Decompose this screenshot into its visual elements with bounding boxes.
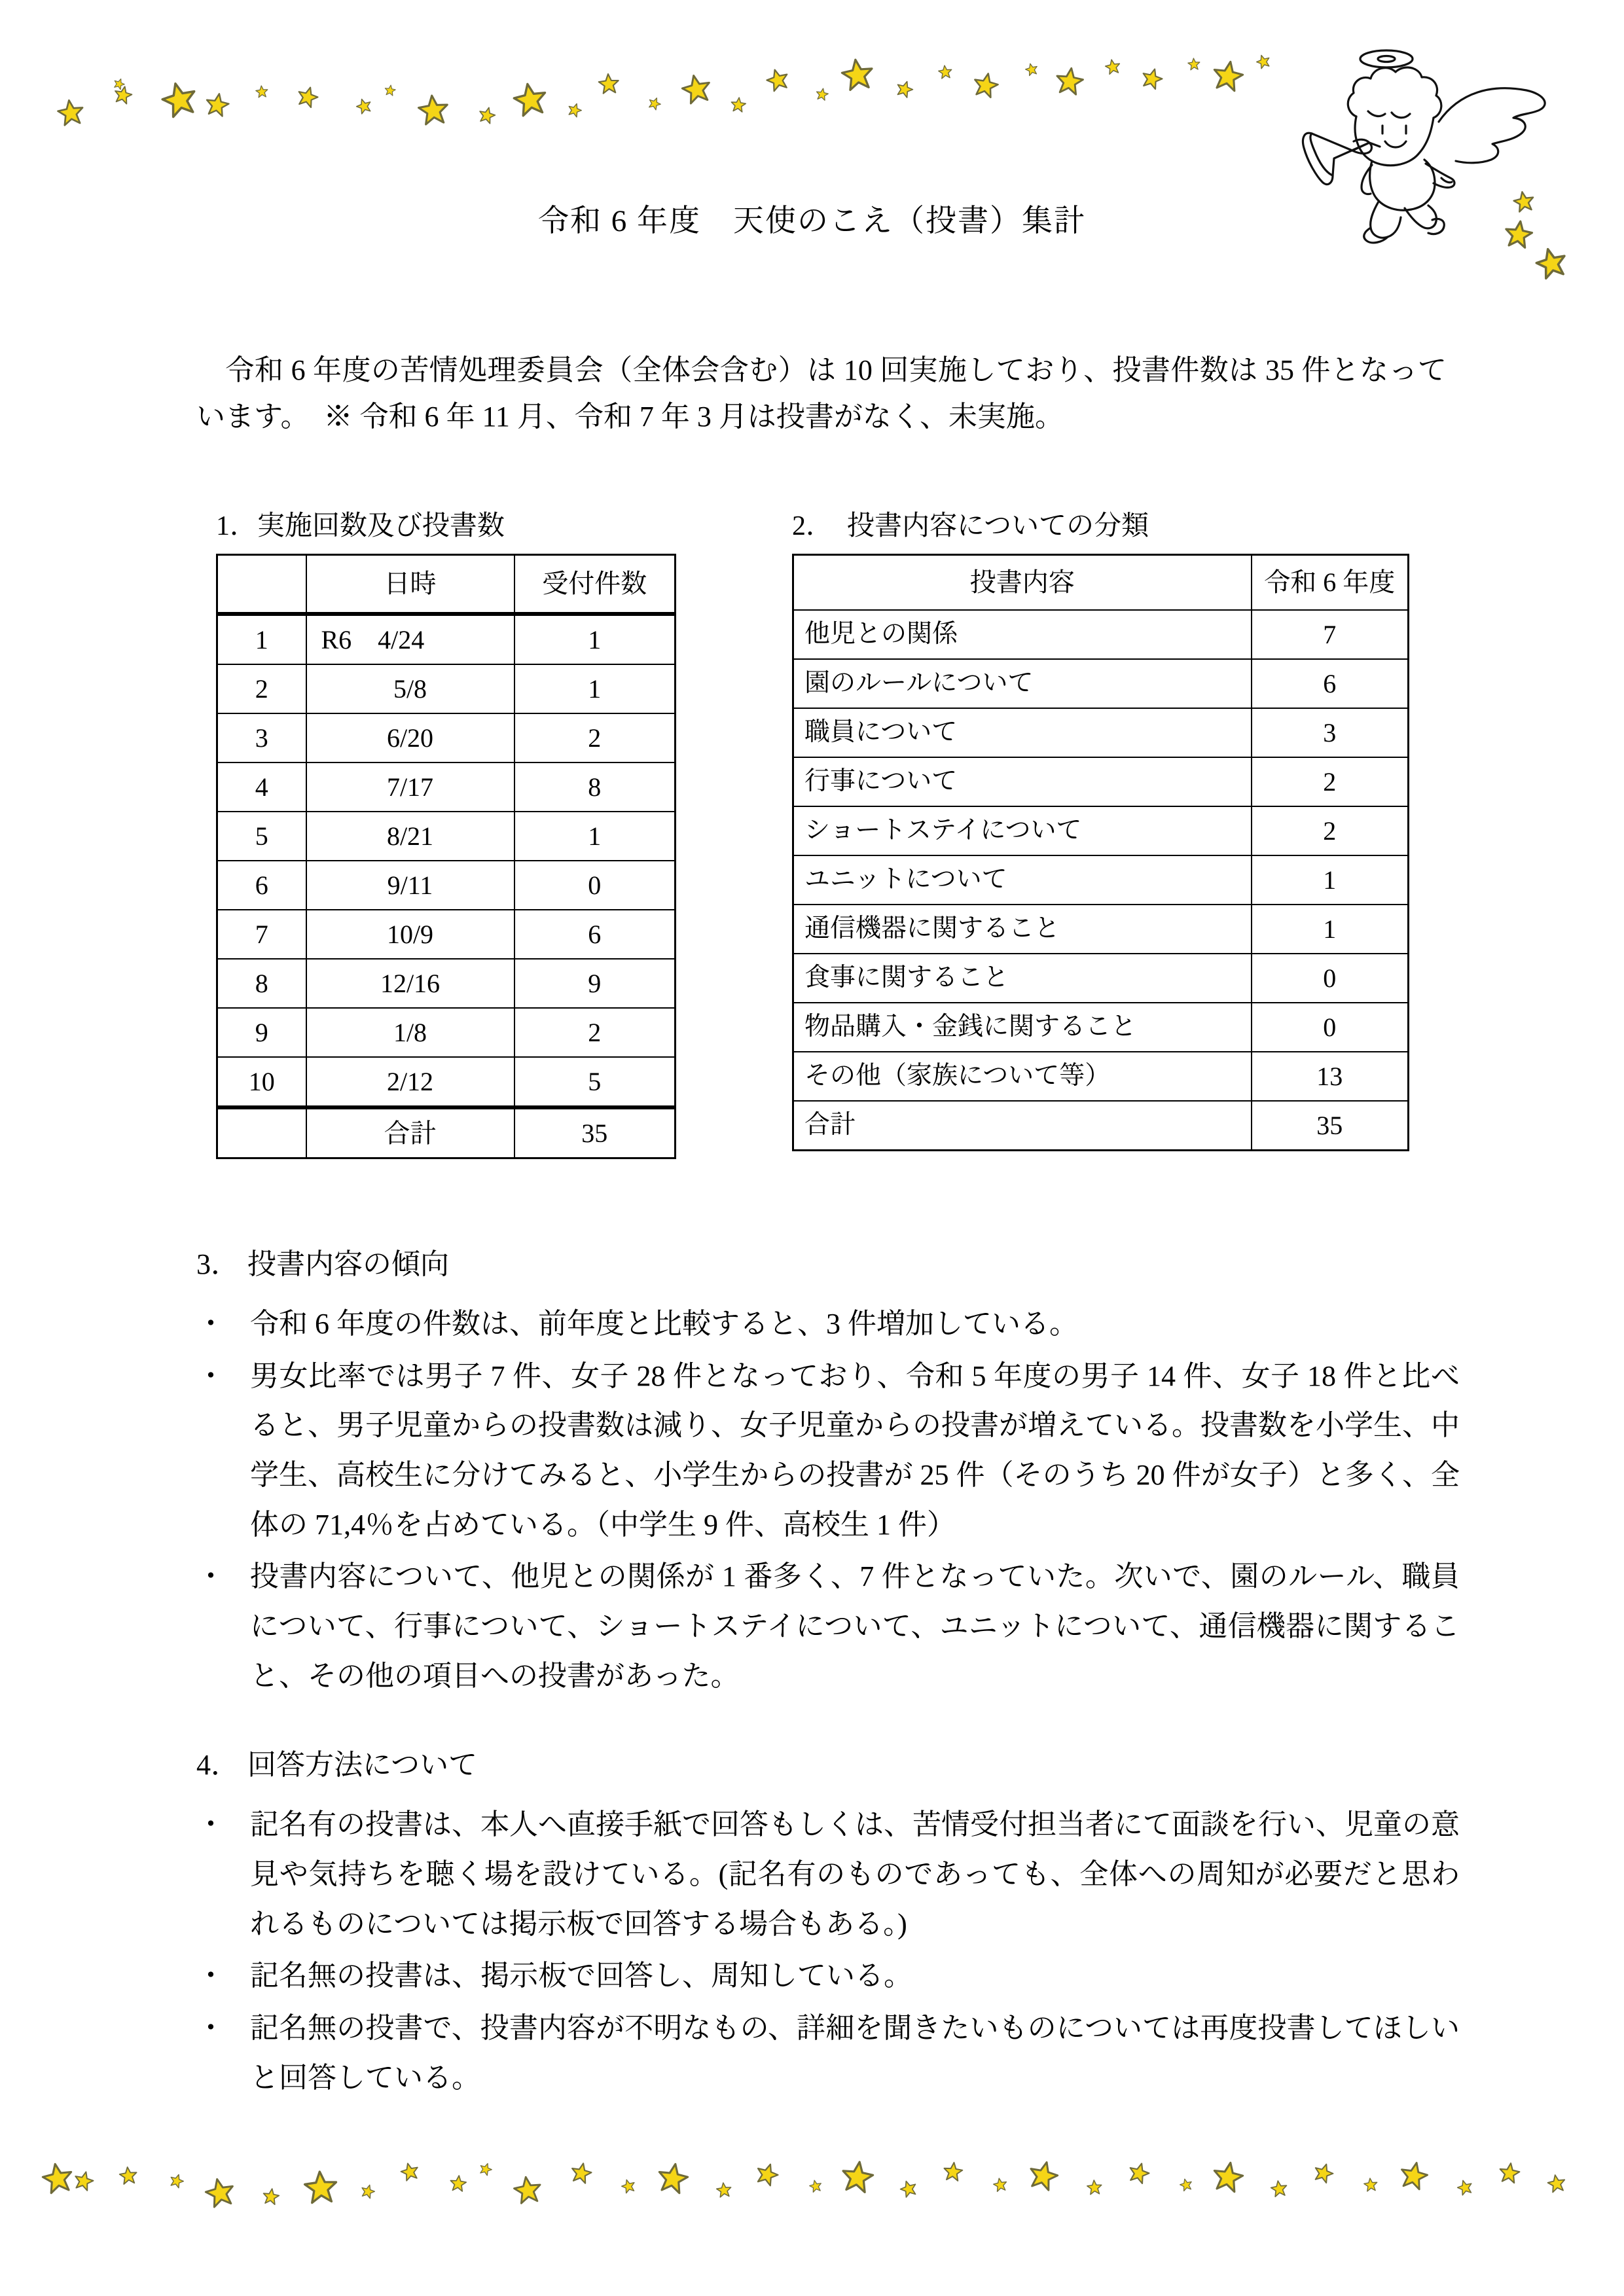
row-index: 4: [217, 762, 306, 812]
table-row: [793, 806, 1409, 855]
list-item: ・ 令和 6 年度の件数は、前年度と比較すると、3 件増加している。: [196, 1299, 1460, 1349]
table-row: [217, 713, 676, 762]
list-item: ・ 投書内容について、他児との関係が 1 番多く、7 件となっていた。次いで、園のルール、職員について、行事について、ショートステイについて、ユニットについて、通信機器に関すること、その他の項目への投書があった。: [196, 1552, 1460, 1700]
table-row: [793, 905, 1409, 954]
row-index: 3: [217, 713, 306, 762]
row-count: 1: [514, 664, 676, 713]
category-count: 3: [1252, 708, 1409, 757]
row-date: 2/12: [306, 1057, 514, 1107]
table1-header-count: 受付件数: [514, 555, 676, 615]
tables-area: [0, 504, 1624, 1165]
row-count: 9: [514, 959, 676, 1008]
table-row: [217, 614, 676, 664]
page-title: 令和 6 年度 天使のこえ（投書）集計: [538, 204, 1086, 238]
table-row: [217, 664, 676, 713]
category-count: 13: [1252, 1052, 1409, 1101]
category-count: 0: [1252, 954, 1409, 1003]
row-count: 6: [514, 910, 676, 959]
table-row: [793, 1052, 1409, 1101]
row-index: 10: [217, 1057, 306, 1107]
row-index: 2: [217, 664, 306, 713]
star-border-bottom: [0, 2140, 1624, 2251]
row-count: 2: [514, 713, 676, 762]
category-count: 6: [1252, 659, 1409, 708]
star-border-top: [0, 26, 1624, 137]
table-row: [217, 959, 676, 1008]
row-count: 0: [514, 861, 676, 910]
section4-heading: [196, 1741, 1460, 1783]
total-label: 合計: [306, 1107, 514, 1158]
table2-caption: 2． 投書内容についての分類: [792, 511, 1149, 541]
table1-total-row: [217, 1107, 676, 1158]
intro-text: 令和 6 年度の苦情処理委員会（全体会含む）は 10 回実施しており、投書件数は 35 件となっています。 ※ 令和 6 年 11 月、令和 7 年 3 月は投書がなく、未実施。: [196, 354, 1447, 433]
total-index: [217, 1107, 306, 1158]
table-implementation-counts: [216, 554, 676, 1159]
category-count: 0: [1252, 1003, 1409, 1052]
section3-title: 投書内容の傾向: [247, 1248, 449, 1280]
row-date: 1/8: [306, 1008, 514, 1057]
table-row: [217, 1008, 676, 1057]
table2-total-row: [793, 1101, 1409, 1151]
category-label: 行事について: [793, 757, 1252, 806]
total-count: 35: [1252, 1101, 1409, 1151]
table2-header-year: 令和 6 年度: [1252, 555, 1409, 611]
table2-header-category: 投書内容: [793, 555, 1252, 611]
table-row: [793, 610, 1409, 659]
list-item: ・ 男女比率では男子 7 件、女子 28 件となっており、令和 5 年度の男子 14 件、女子 18 件と比べると、男子児童からの投書数は減り、女子児童からの投書が増えている。投書数を小学生、中学生、高校生に分けてみると、小学生からの投書が 25 件（そのうち 20 件が女子）と多く、全体の 71,4％を占めている。（中学生 9 件、高校生 1 件）: [196, 1352, 1460, 1550]
table1-block: [216, 504, 700, 1159]
category-label: 他児との関係: [793, 610, 1252, 659]
section4-title: 回答方法について: [247, 1749, 478, 1782]
row-count: 5: [514, 1057, 676, 1107]
category-label: その他（家族について等）: [793, 1052, 1252, 1101]
category-label: 職員について: [793, 708, 1252, 757]
table2-header-row: [793, 555, 1409, 611]
table-row: [217, 910, 676, 959]
table-row: [217, 812, 676, 861]
table-row: [793, 855, 1409, 905]
total-label: 合計: [793, 1101, 1252, 1151]
category-count: 1: [1252, 905, 1409, 954]
category-label: ショートステイについて: [793, 806, 1252, 855]
section-spacer: [196, 1703, 1460, 1741]
table-row: [217, 762, 676, 812]
row-index: 9: [217, 1008, 306, 1057]
body-sections: [196, 1240, 1460, 2105]
row-index: 8: [217, 959, 306, 1008]
table-row: [793, 954, 1409, 1003]
table-content-categories: [792, 554, 1409, 1151]
row-date: 7/17: [306, 762, 514, 812]
total-count: 35: [514, 1107, 676, 1158]
category-label: 物品購入・金銭に関すること: [793, 1003, 1252, 1052]
row-count: 1: [514, 812, 676, 861]
list-item: ・ 記名無の投書は、掲示板で回答し、周知している。: [196, 1951, 1460, 2001]
row-date: 6/20: [306, 713, 514, 762]
intro-paragraph: [196, 347, 1447, 440]
list-item: ・ 記名無の投書で、投書内容が不明なもの、詳細を聞きたいものについては再度投書してほしいと回答している。: [196, 2003, 1460, 2102]
category-count: 2: [1252, 757, 1409, 806]
row-count: 2: [514, 1008, 676, 1057]
table-row: [793, 757, 1409, 806]
table1-caption: 1．実施回数及び投書数: [216, 511, 505, 541]
table1-header-index: [217, 555, 306, 615]
table1-header-row: [217, 555, 676, 615]
row-date: 9/11: [306, 861, 514, 910]
table-row: [793, 659, 1409, 708]
category-count: 7: [1252, 610, 1409, 659]
row-count: 1: [514, 614, 676, 664]
row-count: 8: [514, 762, 676, 812]
category-count: 1: [1252, 855, 1409, 905]
table-row: [793, 1003, 1409, 1052]
table2-block: [792, 504, 1427, 1151]
list-item: ・ 記名有の投書は、本人へ直接手紙で回答もしくは、苦情受付担当者にて面談を行い、児童の意見や気持ちを聴く場を設けている。(記名有のものであっても、全体への周知が必要だと思われるものについては掲示板で回答する場合もある。): [196, 1800, 1460, 1948]
category-label: 食事に関すること: [793, 954, 1252, 1003]
row-index: 1: [217, 614, 306, 664]
row-index: 5: [217, 812, 306, 861]
table1-header-date: 日時: [306, 555, 514, 615]
table-row: [793, 708, 1409, 757]
row-date: 10/9: [306, 910, 514, 959]
row-date: 5/8: [306, 664, 514, 713]
category-count: 2: [1252, 806, 1409, 855]
category-label: ユニットについて: [793, 855, 1252, 905]
row-index: 7: [217, 910, 306, 959]
table-row: [217, 1057, 676, 1107]
category-label: 園のルールについて: [793, 659, 1252, 708]
row-date: 12/16: [306, 959, 514, 1008]
table-row: [217, 861, 676, 910]
angel-with-trumpet-illustration: [1270, 13, 1610, 295]
row-index: 6: [217, 861, 306, 910]
row-date: 8/21: [306, 812, 514, 861]
category-label: 通信機器に関すること: [793, 905, 1252, 954]
row-date: R6 4/24: [306, 614, 514, 664]
section3-heading: [196, 1240, 1460, 1282]
section4-bullets: [196, 1800, 1460, 2102]
section3-bullets: [196, 1299, 1460, 1700]
section3-number: 3．: [196, 1248, 240, 1280]
section4-number: 4．: [196, 1749, 240, 1782]
